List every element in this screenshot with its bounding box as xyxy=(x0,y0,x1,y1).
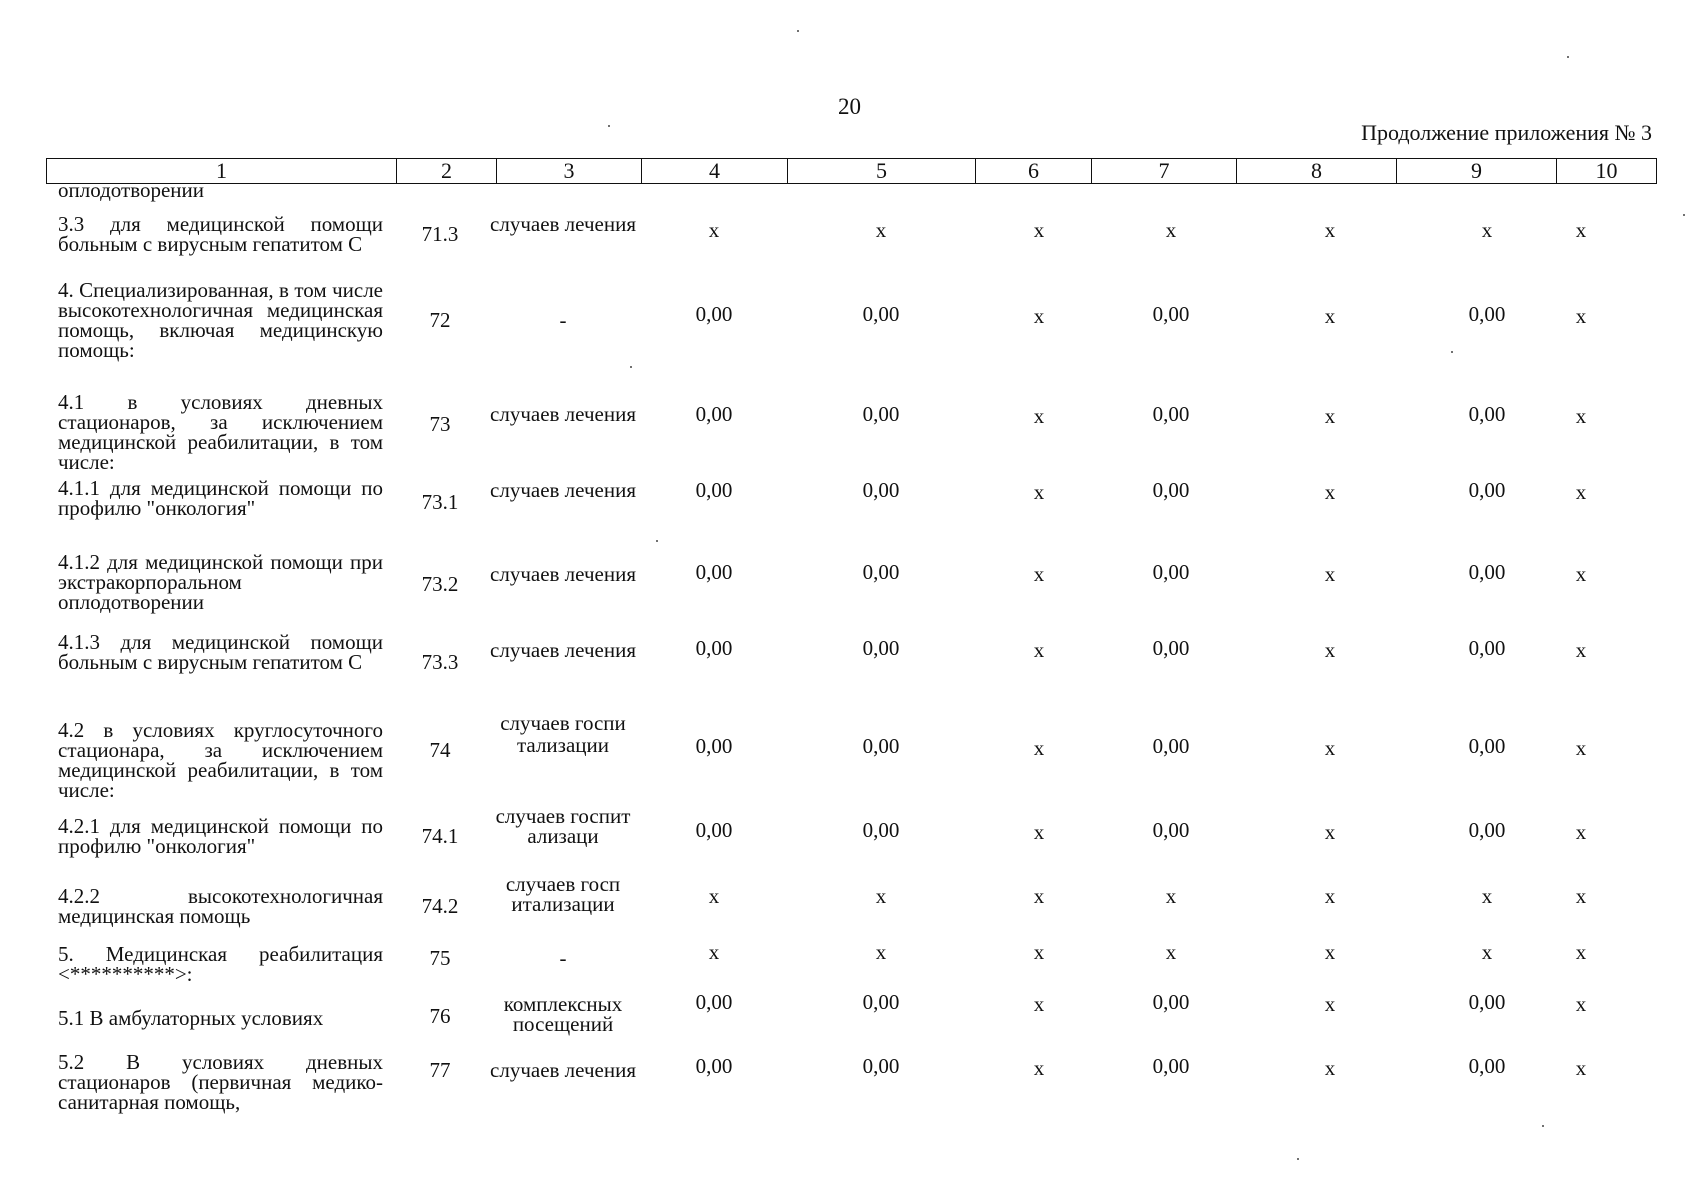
row-value-col6: x xyxy=(1033,404,1045,428)
row-unit: случаев госпитализации xyxy=(505,872,621,916)
row-unit: случаев лечения xyxy=(490,1058,636,1082)
row-unit: комплексных посещений xyxy=(503,992,623,1036)
row-value-col9: 0,00 xyxy=(1468,990,1506,1014)
row-value-col7: 0,00 xyxy=(1152,818,1190,842)
continuation-label: Продолжение приложения № 3 xyxy=(1361,120,1652,145)
row-unit: случаев лечения xyxy=(490,562,636,586)
column-header-9: 9 xyxy=(1397,159,1557,184)
row-value-col5: 0,00 xyxy=(862,560,900,584)
row-value-col9: 0,00 xyxy=(1468,302,1506,326)
row-code: 74.1 xyxy=(421,824,459,848)
table-row xyxy=(46,940,1656,994)
column-header-6: 6 xyxy=(976,159,1092,184)
column-header-4: 4 xyxy=(642,159,788,184)
scan-speck xyxy=(630,366,632,368)
table-row xyxy=(46,872,1656,944)
row-unit: - xyxy=(559,946,567,970)
row-value-col9: 0,00 xyxy=(1468,818,1506,842)
row-value-col7: 0,00 xyxy=(1152,402,1190,426)
row-value-col7: x xyxy=(1165,940,1177,964)
row-value-col7: 0,00 xyxy=(1152,636,1190,660)
row-value-col10: x xyxy=(1575,638,1587,662)
row-name: 4. Специализированная, в том числе высокотехнологичная медицинская помощь, включая медицинскую помощь: xyxy=(58,278,383,362)
row-value-col5: 0,00 xyxy=(862,636,900,660)
table-row xyxy=(46,630,1656,724)
scan-speck xyxy=(608,125,610,127)
row-value-col6: x xyxy=(1033,736,1045,760)
row-value-col6: x xyxy=(1033,638,1045,662)
row-value-col9: 0,00 xyxy=(1468,1054,1506,1078)
row-value-col4: 0,00 xyxy=(695,734,733,758)
row-value-col10: x xyxy=(1575,940,1587,964)
row-unit: случаев лечения xyxy=(490,478,636,502)
row-value-col9: x xyxy=(1481,884,1493,908)
row-value-col10: x xyxy=(1575,736,1587,760)
row-value-col5: 0,00 xyxy=(862,1054,900,1078)
row-value-col6: x xyxy=(1033,562,1045,586)
row-value-col9: 0,00 xyxy=(1468,560,1506,584)
scan-speck xyxy=(656,540,658,542)
row-value-col10: x xyxy=(1575,304,1587,328)
row-name: 5.2 В условиях дневных стационаров (первичная медико-санитарная помощь, xyxy=(58,1050,383,1114)
row-value-col8: x xyxy=(1324,736,1336,760)
row-value-col5: x xyxy=(875,884,887,908)
row-code: 76 xyxy=(429,1004,451,1028)
row-value-col10: x xyxy=(1575,1056,1587,1080)
row-value-col6: x xyxy=(1033,884,1045,908)
table-body xyxy=(46,178,1656,1122)
row-value-col6: x xyxy=(1033,992,1045,1016)
row-value-col6: x xyxy=(1033,1056,1045,1080)
row-value-col4: 0,00 xyxy=(695,402,733,426)
row-value-col7: 0,00 xyxy=(1152,560,1190,584)
row-value-col9: x xyxy=(1481,940,1493,964)
row-name: 4.2.1 для медицинской помощи по профилю "онкология" xyxy=(58,814,383,858)
row-value-col6: x xyxy=(1033,480,1045,504)
row-value-col8: x xyxy=(1324,218,1336,242)
table-row xyxy=(46,478,1656,560)
row-name: 3.3 для медицинской помощи больным с вирусным гепатитом С xyxy=(58,212,383,256)
row-value-col6: x xyxy=(1033,304,1045,328)
row-value-col8: x xyxy=(1324,304,1336,328)
row-value-col4: 0,00 xyxy=(695,818,733,842)
row-value-col6: x xyxy=(1033,820,1045,844)
table-row xyxy=(46,1052,1656,1122)
row-value-col5: 0,00 xyxy=(862,402,900,426)
row-name: 5.1 В амбулаторных условиях xyxy=(58,1006,324,1030)
row-value-col9: 0,00 xyxy=(1468,478,1506,502)
row-name: 4.1.3 для медицинской помощи больным с вирусным гепатитом С xyxy=(58,630,383,674)
row-value-col7: 0,00 xyxy=(1152,990,1190,1014)
row-unit: случаев госпитализации xyxy=(500,711,626,757)
scan-speck xyxy=(1542,1125,1544,1127)
row-value-col7: 0,00 xyxy=(1152,478,1190,502)
row-name: 4.1.2 для медицинской помощи при экстракорпоральном оплодотворении xyxy=(58,550,383,614)
table-row xyxy=(46,990,1656,1052)
row-code: 73.2 xyxy=(421,572,459,596)
row-code: 74 xyxy=(429,738,451,762)
row-value-col8: x xyxy=(1324,404,1336,428)
column-header-1: 1 xyxy=(47,159,397,184)
row-unit: случаев лечения xyxy=(490,402,636,426)
scan-speck xyxy=(797,30,799,32)
row-unit: случаев лечения xyxy=(490,638,636,662)
row-value-col4: x xyxy=(708,218,720,242)
row-value-col10: x xyxy=(1575,884,1587,908)
row-value-col5: 0,00 xyxy=(862,302,900,326)
row-value-col10: x xyxy=(1575,404,1587,428)
row-name: 4.2.2 высокотехнологичная медицинская помощь xyxy=(58,884,383,928)
row-value-col8: x xyxy=(1324,820,1336,844)
row-value-col7: x xyxy=(1165,218,1177,242)
row-value-col5: x xyxy=(875,940,887,964)
row-value-col8: x xyxy=(1324,992,1336,1016)
row-value-col6: x xyxy=(1033,940,1045,964)
row-value-col9: 0,00 xyxy=(1468,636,1506,660)
row-value-col8: x xyxy=(1324,1056,1336,1080)
row-value-col4: x xyxy=(708,884,720,908)
table-row xyxy=(46,711,1656,816)
row-unit: случаев лечения xyxy=(490,212,636,236)
row-name: 5. Медицинская реабилитация <**********>: xyxy=(58,942,383,986)
row-value-col10: x xyxy=(1575,218,1587,242)
row-code: 75 xyxy=(429,946,451,970)
table-row xyxy=(46,178,1656,214)
row-value-col7: 0,00 xyxy=(1152,734,1190,758)
row-value-col8: x xyxy=(1324,638,1336,662)
row-value-col9: x xyxy=(1481,218,1493,242)
row-value-col4: 0,00 xyxy=(695,560,733,584)
row-code: 73.1 xyxy=(421,490,459,514)
row-value-col6: x xyxy=(1033,218,1045,242)
row-code: 74.2 xyxy=(421,894,459,918)
row-value-col10: x xyxy=(1575,820,1587,844)
row-code: 73.3 xyxy=(421,650,459,674)
row-unit: - xyxy=(559,308,567,332)
row-value-col5: x xyxy=(875,218,887,242)
row-code: 71.3 xyxy=(421,222,459,246)
table-row xyxy=(46,804,1656,882)
table-row xyxy=(46,392,1656,478)
row-value-col8: x xyxy=(1324,884,1336,908)
row-value-col5: 0,00 xyxy=(862,734,900,758)
row-code: 77 xyxy=(429,1058,451,1082)
column-header-5: 5 xyxy=(788,159,976,184)
row-name: оплодотворении xyxy=(58,178,205,202)
table-row xyxy=(46,214,1656,280)
column-header-10: 10 xyxy=(1557,159,1657,184)
row-value-col5: 0,00 xyxy=(862,990,900,1014)
row-value-col8: x xyxy=(1324,940,1336,964)
row-name: 4.1 в условиях дневных стационаров, за исключением медицинской реабилитации, в том числе: xyxy=(58,390,383,474)
column-header-7: 7 xyxy=(1092,159,1237,184)
row-value-col5: 0,00 xyxy=(862,478,900,502)
row-value-col8: x xyxy=(1324,562,1336,586)
row-value-col4: x xyxy=(708,940,720,964)
row-unit: случаев госпитализаци xyxy=(495,804,631,848)
scan-speck xyxy=(1683,214,1685,216)
row-value-col10: x xyxy=(1575,992,1587,1016)
column-header-8: 8 xyxy=(1237,159,1397,184)
row-value-col10: x xyxy=(1575,562,1587,586)
row-value-col4: 0,00 xyxy=(695,478,733,502)
column-header-3: 3 xyxy=(497,159,642,184)
row-value-col9: 0,00 xyxy=(1468,734,1506,758)
row-value-col5: 0,00 xyxy=(862,818,900,842)
row-name: 4.1.1 для медицинской помощи по профилю "онкология" xyxy=(58,476,383,520)
column-header-2: 2 xyxy=(397,159,497,184)
row-name: 4.2 в условиях круглосуточного стационара, за исключением медицинской реабилитации, в том числе: xyxy=(58,718,383,802)
row-value-col7: x xyxy=(1165,884,1177,908)
row-value-col4: 0,00 xyxy=(695,990,733,1014)
scan-speck xyxy=(1567,56,1569,58)
row-value-col10: x xyxy=(1575,480,1587,504)
row-code: 73 xyxy=(429,412,451,436)
scan-speck xyxy=(1451,351,1453,353)
row-value-col4: 0,00 xyxy=(695,1054,733,1078)
page-number: 20 xyxy=(838,94,861,119)
row-value-col9: 0,00 xyxy=(1468,402,1506,426)
row-code: 72 xyxy=(429,308,451,332)
row-value-col4: 0,00 xyxy=(695,302,733,326)
row-value-col4: 0,00 xyxy=(695,636,733,660)
row-value-col7: 0,00 xyxy=(1152,1054,1190,1078)
table-row xyxy=(46,280,1656,392)
row-value-col7: 0,00 xyxy=(1152,302,1190,326)
scan-speck xyxy=(1297,1158,1299,1160)
row-value-col8: x xyxy=(1324,480,1336,504)
